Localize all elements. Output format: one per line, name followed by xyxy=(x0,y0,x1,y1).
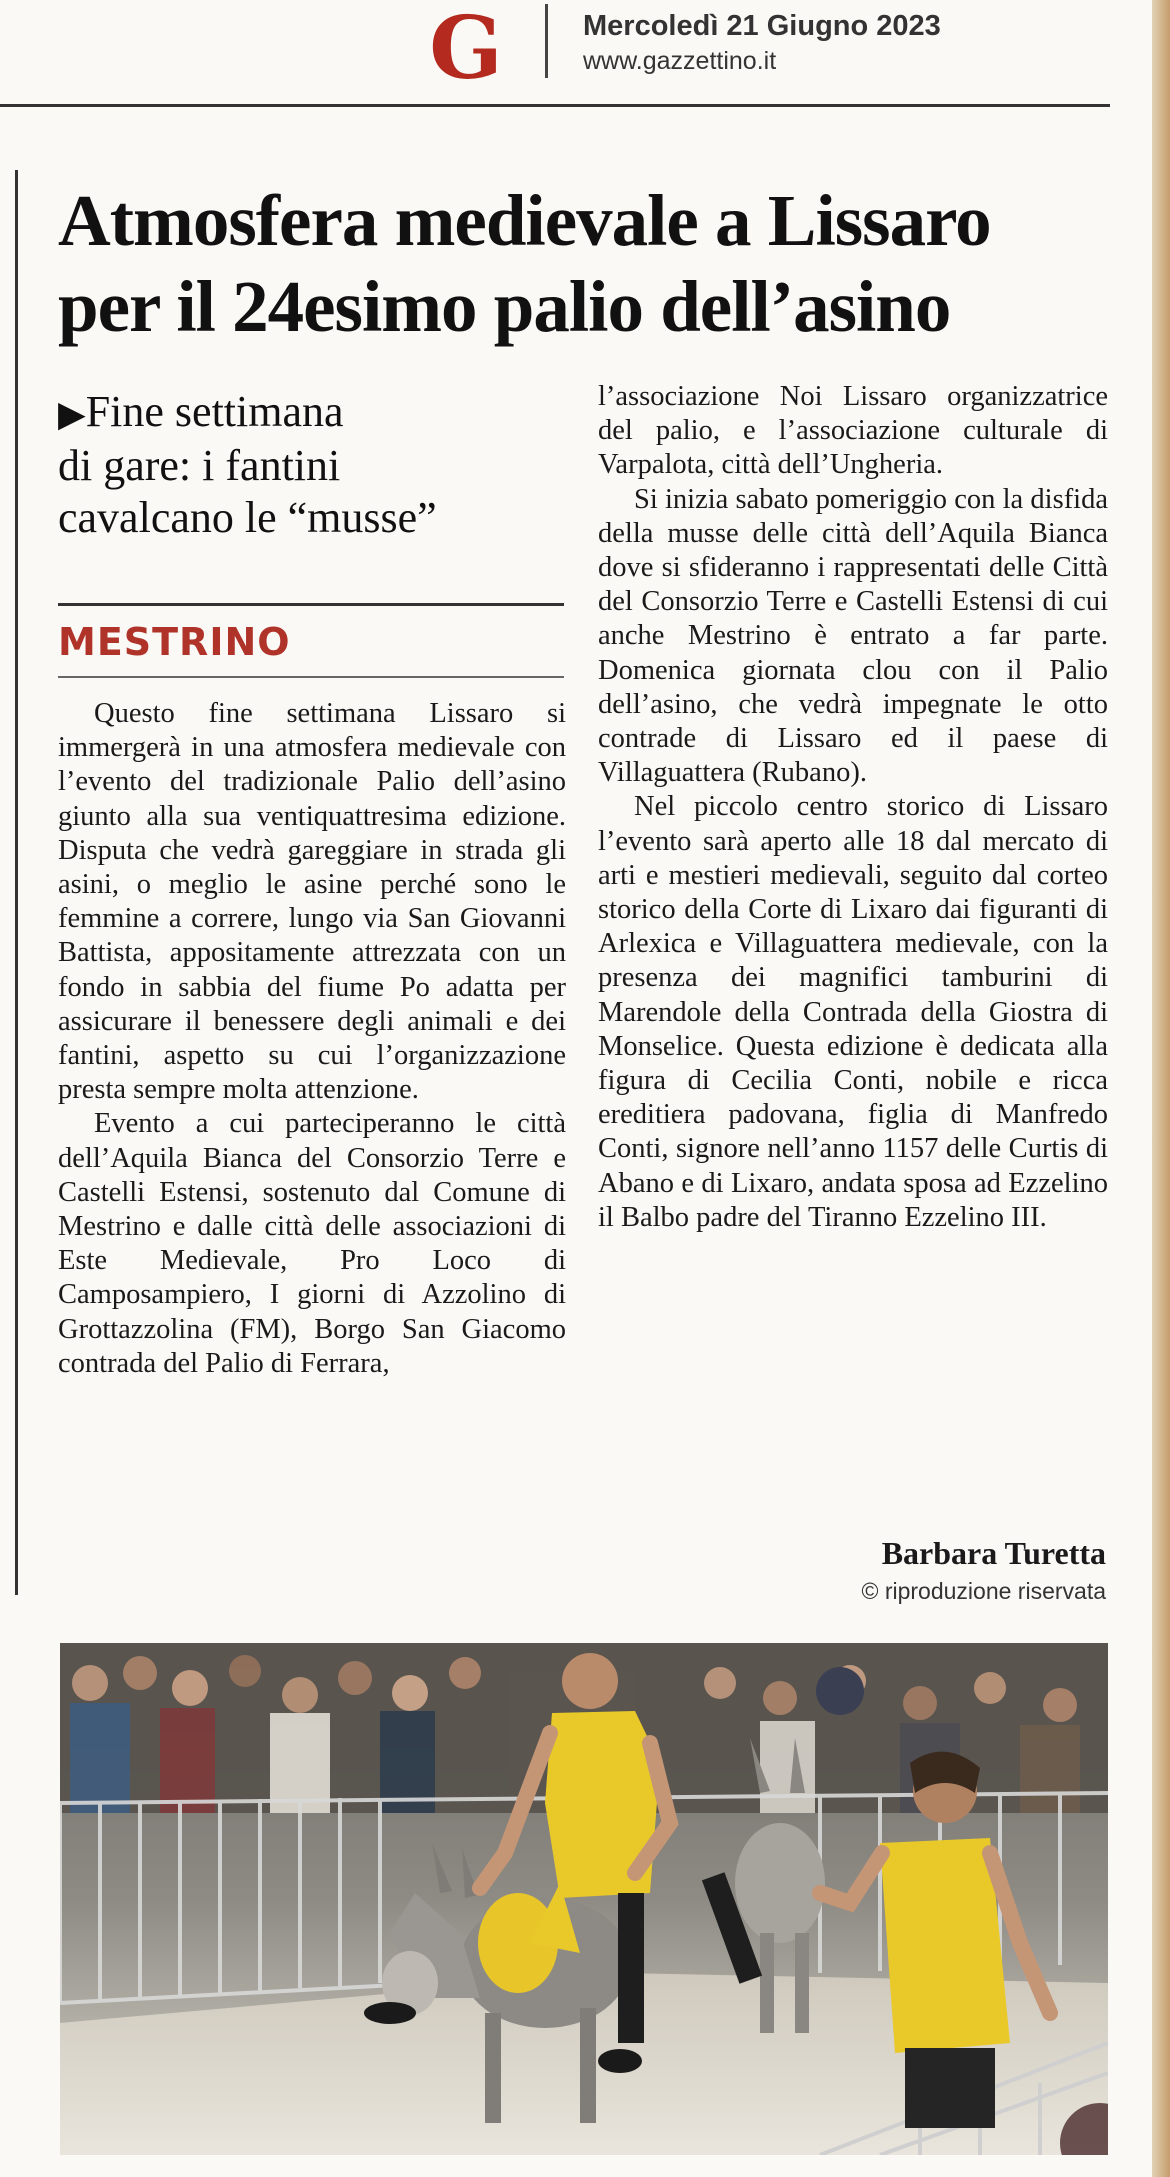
article-column-right xyxy=(598,380,1108,1235)
article-photo xyxy=(60,1643,1108,2155)
header-rule xyxy=(0,104,1110,107)
subhead-line: di gare: i fantini xyxy=(58,441,341,490)
subhead-line: cavalcano le “musse” xyxy=(58,493,437,542)
palio-race-photo xyxy=(60,1643,1108,2155)
subhead-line: Fine settimana xyxy=(85,387,344,436)
website-url: www.gazzettino.it xyxy=(583,47,777,75)
section-label: MESTRINO xyxy=(58,620,291,664)
headline-line: per il 24esimo palio dell’asino xyxy=(58,266,951,347)
article-headline xyxy=(58,178,1118,350)
body-paragraph: Questo fine settimana Lissaro si immergerà in una atmosfera medievale con l’evento del tradizionale Palio dell’asino giunto alla sua ventiquattresima edizione. Disputa che vedrà gareggiare in strada gli asini, o meglio le asine perché sono le femmine a correre, lungo via San Giovanni Battista, appositamente attrezzata con un fondo in sabbia del fiume Po adatta per assicurare il benessere degli animali e dei fantini, aspetto su cui l’organizzazione presta sempre molta attenzione. xyxy=(58,698,566,1106)
section-rule xyxy=(58,603,564,606)
header-divider xyxy=(545,4,548,78)
section-rule xyxy=(58,676,564,678)
issue-date: Mercoledì 21 Giugno 2023 xyxy=(583,10,941,42)
body-paragraph: l’associazione Noi Lissaro organizzatrice del palio, e l’associazione culturale di Varpalota, città dell’Ungheria. xyxy=(598,381,1108,481)
author-byline: Barbara Turetta xyxy=(881,1535,1106,1571)
body-paragraph: Si inizia sabato pomeriggio con la disfida della musse delle città dell’Aquila Bianca dove si sfideranno i rappresentati delle Città del Consorzio Terre e Castelli Estensi di cui anche Mestrino è entrato a far parte. Domenica giornata clou con il Palio dell’asino, che vedrà impegnate le otto contrade di Lissaro ed il paese di Villaguattera (Rubano). xyxy=(598,483,1108,789)
page-edge xyxy=(1152,0,1170,2177)
column-side-rule xyxy=(15,170,18,1595)
triangle-arrow-icon: ▶ xyxy=(58,394,86,434)
article-subheadline xyxy=(58,386,578,544)
gazzettino-logo: G xyxy=(429,0,503,99)
body-paragraph: Nel piccolo centro storico di Lissaro l’evento sarà aperto alle 18 dal mercato di arti e mestieri medievali, seguito dal corteo storico della Corte di Lixaro dai figuranti di Arlexica e Villaguattera medievale, con la presenza dei magnifici tamburini di Marendole della Contrada della Giostra di Monselice. Questa edizione è dedicata alla figura di Cecilia Conti, nobile e ricca ereditiera padovana, figlia di Manfredo Conti, signore nell’anno 1157 delle Curtis di Abano e di Lixaro, andata sposa ad Ezzelino il Balbo padre del Tiranno Ezzelino III. xyxy=(598,791,1108,1233)
body-paragraph: Evento a cui parteciperanno le città dell’Aquila Bianca del Consorzio Terre e Castelli Estensi, sostenuto dal Comune di Mestrino e dalle città delle associazioni di Este Medievale, Pro Loco di Camposampiero, I giorni di Azzolino di Grottazzolina (FM), Borgo San Giacomo contrada del Palio di Ferrara, xyxy=(58,1108,566,1379)
article-column-left xyxy=(58,697,566,1381)
headline-line: Atmosfera medievale a Lissaro xyxy=(58,180,991,261)
copyright-notice: © riproduzione riservata xyxy=(861,1578,1106,1604)
